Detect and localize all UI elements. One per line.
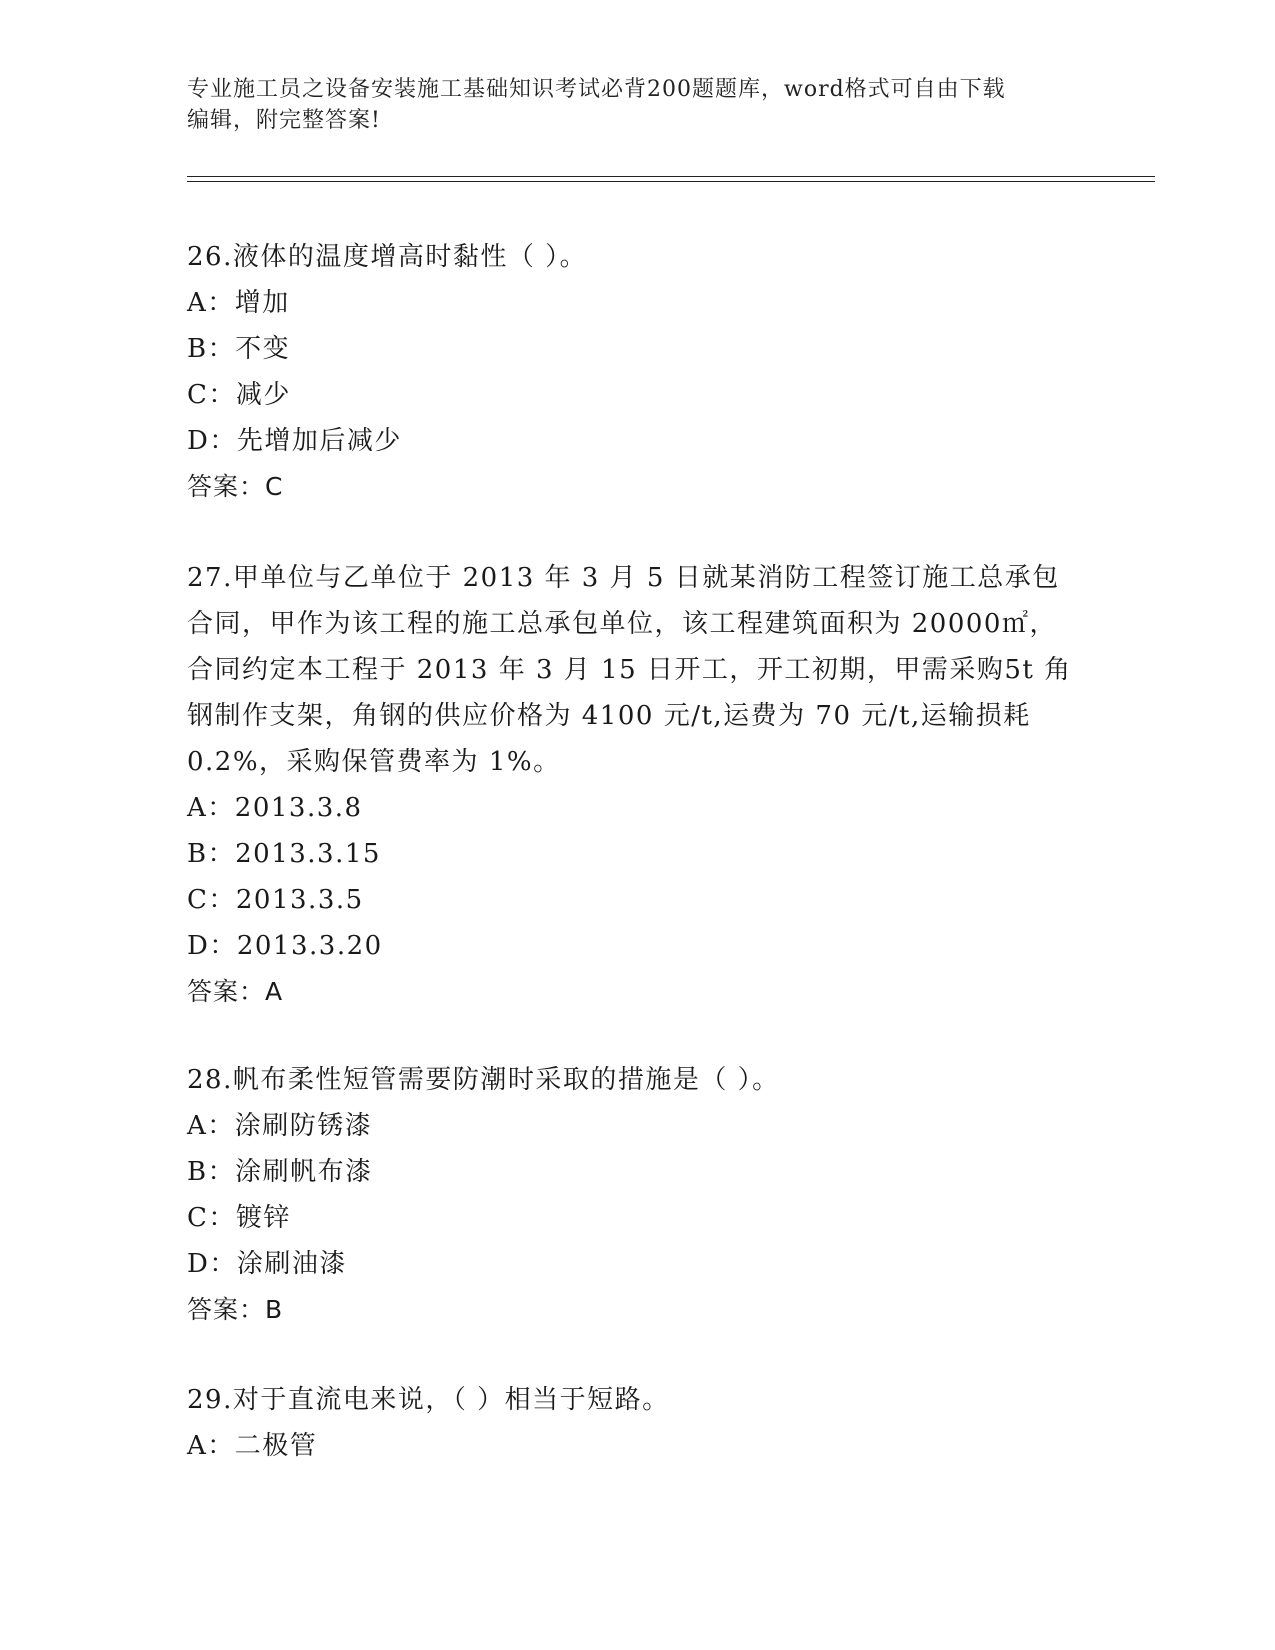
question-29 bbox=[187, 1377, 1087, 1469]
option-c: C：减少 bbox=[187, 380, 291, 410]
option-d: D：2013.3.20 bbox=[187, 931, 383, 961]
answer: 答案：C bbox=[187, 472, 284, 501]
question-stem-line-5: 0.2%，采购保管费率为 1%。 bbox=[187, 747, 561, 777]
option-c: C：镀锌 bbox=[187, 1203, 291, 1233]
option-c: C：2013.3.5 bbox=[187, 885, 364, 915]
option-b: B：2013.3.15 bbox=[187, 839, 381, 869]
option-b: B：不变 bbox=[187, 334, 291, 364]
option-a: A：涂刷防锈漆 bbox=[187, 1111, 373, 1141]
header-line-2: 编辑，附完整答案! bbox=[187, 108, 381, 133]
question-stem: 29.对于直流电来说，（ ）相当于短路。 bbox=[187, 1385, 670, 1415]
question-stem-line-1: 27.甲单位与乙单位于 2013 年 3 月 5 日就某消防工程签订施工总承包 bbox=[187, 563, 1060, 593]
option-d: D：先增加后减少 bbox=[187, 426, 402, 456]
document-header bbox=[187, 74, 1087, 136]
question-26 bbox=[187, 234, 1087, 510]
header-divider-bottom bbox=[187, 181, 1155, 182]
question-stem: 28.帆布柔性短管需要防潮时采取的措施是（ ）。 bbox=[187, 1065, 780, 1095]
option-a: A：增加 bbox=[187, 288, 290, 318]
question-stem-line-3: 合同约定本工程于 2013 年 3 月 15 日开工，开工初期，甲需采购5t 角 bbox=[187, 655, 1072, 685]
question-stem: 26.液体的温度增高时黏性（ ）。 bbox=[187, 242, 588, 272]
option-d: D：涂刷油漆 bbox=[187, 1249, 347, 1279]
header-divider-top bbox=[187, 176, 1155, 177]
header-line-1: 专业施工员之设备安装施工基础知识考试必背200题题库，word格式可自由下载 bbox=[187, 77, 1006, 102]
option-a: A：2013.3.8 bbox=[187, 793, 363, 823]
option-b: B：涂刷帆布漆 bbox=[187, 1157, 373, 1187]
question-stem-line-4: 钢制作支架，角钢的供应价格为 4100 元/t,运费为 70 元/t,运输损耗 bbox=[187, 701, 1031, 731]
question-27 bbox=[187, 555, 1087, 1015]
answer: 答案：B bbox=[187, 1295, 284, 1324]
answer: 答案：A bbox=[187, 977, 284, 1006]
question-28 bbox=[187, 1057, 1087, 1333]
option-a: A：二极管 bbox=[187, 1431, 318, 1461]
question-stem-line-2: 合同，甲作为该工程的施工总承包单位，该工程建筑面积为 20000㎡， bbox=[187, 609, 1057, 639]
